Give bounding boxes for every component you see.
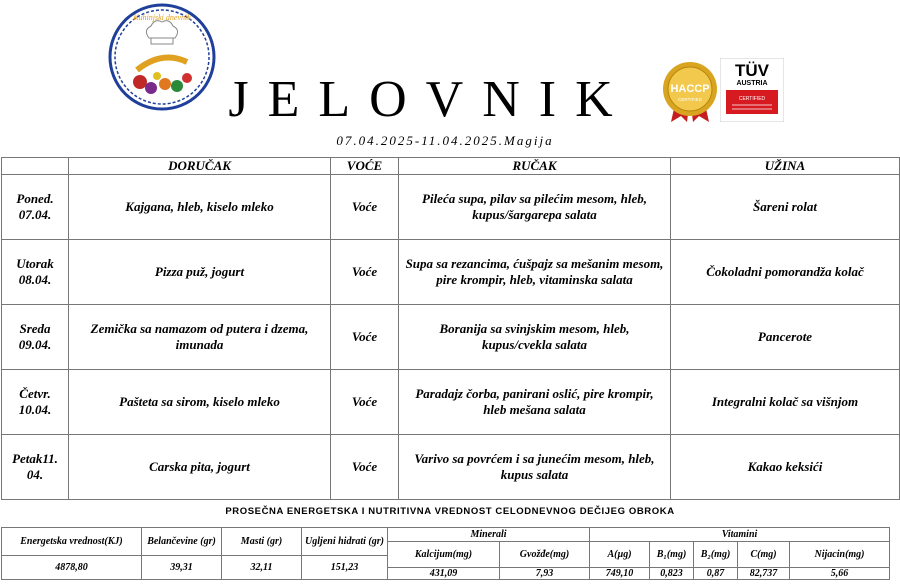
fruit-cell: Voće bbox=[331, 435, 399, 500]
breakfast-cell: Carska pita, jogurt bbox=[69, 435, 331, 500]
niacin-value: 5,66 bbox=[790, 568, 890, 580]
menu-header-row bbox=[2, 158, 900, 175]
haccp-badge-icon bbox=[661, 60, 719, 124]
niacin-label: Nijacin(mg) bbox=[790, 542, 890, 568]
tuv-cert: CERTIFIED bbox=[738, 96, 766, 102]
fruit-cell: Voće bbox=[331, 370, 399, 435]
header-snack: UŽINA bbox=[671, 158, 900, 175]
day-cell: Petak11. 04. bbox=[2, 435, 69, 500]
logo-text: Kuhinjski dnevnik bbox=[133, 13, 191, 22]
protein-value: 39,31 bbox=[142, 556, 222, 580]
minerals-label: Minerali bbox=[388, 528, 590, 542]
date-range: 07.04.2025-11.04.2025.Magija bbox=[336, 133, 554, 148]
snack-cell: Pancerote bbox=[671, 305, 900, 370]
header-day bbox=[2, 158, 69, 175]
breakfast-cell: Pašteta sa sirom, kiselo mleko bbox=[69, 370, 331, 435]
calcium-label: Kalcijum(mg) bbox=[388, 542, 500, 568]
breakfast-cell: Zemička sa namazom od putera i dzema, imunada bbox=[69, 305, 331, 370]
snack-cell: Kakao keksići bbox=[671, 435, 900, 500]
fruit-cell: Voće bbox=[331, 305, 399, 370]
breakfast-cell: Pizza puž, jogurt bbox=[69, 240, 331, 305]
vitamin-b1-value: 0,823 bbox=[650, 568, 694, 580]
table-row bbox=[2, 305, 900, 370]
tuv-austria-badge-icon bbox=[720, 58, 784, 122]
vitamin-a-value: 749,10 bbox=[590, 568, 650, 580]
carb-label: Ugljeni hidrati (gr) bbox=[302, 528, 388, 556]
tuv-label: TÜV bbox=[735, 61, 769, 80]
day-cell: Poned. 07.04. bbox=[2, 175, 69, 240]
lunch-cell: Supa sa rezancima, ćušpajz sa mešanim mesom, pire krompir, hleb, vitaminska salata bbox=[399, 240, 671, 305]
day-cell: Četvr. 10.04. bbox=[2, 370, 69, 435]
table-row bbox=[2, 175, 900, 240]
header-lunch: RUČAK bbox=[399, 158, 671, 175]
haccp-label: HACCP bbox=[670, 83, 710, 95]
fat-label: Masti (gr) bbox=[222, 528, 302, 556]
fruit-cell: Voće bbox=[331, 240, 399, 305]
header-breakfast: DORUČAK bbox=[69, 158, 331, 175]
iron-label: Gvožđe(mg) bbox=[500, 542, 590, 568]
haccp-sub: CERTIFIED bbox=[678, 97, 702, 102]
energy-label: Energetska vrednost(KJ) bbox=[2, 528, 142, 556]
table-row bbox=[2, 240, 900, 305]
vitamin-b1-label: B₁(mg) bbox=[650, 542, 694, 568]
table-row bbox=[2, 435, 900, 500]
lunch-cell: Boranija sa svinjskim mesom, hleb, kupus/cvekla salata bbox=[399, 305, 671, 370]
snack-cell: Šareni rolat bbox=[671, 175, 900, 240]
vitamins-label: Vitamini bbox=[590, 528, 890, 542]
carb-value: 151,23 bbox=[302, 556, 388, 580]
snack-cell: Integralni kolač sa višnjom bbox=[671, 370, 900, 435]
breakfast-cell: Kajgana, hleb, kiselo mleko bbox=[69, 175, 331, 240]
day-cell: Utorak 08.04. bbox=[2, 240, 69, 305]
vitamin-c-value: 82,737 bbox=[738, 568, 790, 580]
lunch-cell: Varivo sa povrćem i sa junećim mesom, hleb, kupus salata bbox=[399, 435, 671, 500]
snack-cell: Čokoladni pomorandža kolač bbox=[671, 240, 900, 305]
vitamin-c-label: C(mg) bbox=[738, 542, 790, 568]
fruit-cell: Voće bbox=[331, 175, 399, 240]
vitamin-b2-label: B₂(mg) bbox=[694, 542, 738, 568]
header-fruit: VOĆE bbox=[331, 158, 399, 175]
calcium-value: 431,09 bbox=[388, 568, 500, 580]
tuv-sub: AUSTRIA bbox=[736, 80, 768, 87]
day-cell: Sreda 09.04. bbox=[2, 305, 69, 370]
vitamin-a-label: A(µg) bbox=[590, 542, 650, 568]
vitamin-b2-value: 0,87 bbox=[694, 568, 738, 580]
kindergarten-logo bbox=[107, 0, 217, 118]
lunch-cell: Paradajz čorba, panirani oslić, pire krompir, hleb mešana salata bbox=[399, 370, 671, 435]
nutrition-table bbox=[1, 527, 890, 580]
fat-value: 32,11 bbox=[222, 556, 302, 580]
lunch-cell: Pileća supa, pilav sa pilećim mesom, hleb, kupus/šargarepa salata bbox=[399, 175, 671, 240]
nutrition-title: PROSEČNA ENERGETSKA I NUTRITIVNA VREDNOST CELODNEVNOG DEČIJEG OBROKA bbox=[225, 506, 675, 517]
weekly-menu-table bbox=[1, 157, 900, 500]
page-title: JELOVNIK bbox=[228, 71, 632, 128]
iron-value: 7,93 bbox=[500, 568, 590, 580]
table-row bbox=[2, 370, 900, 435]
energy-value: 4878,80 bbox=[2, 556, 142, 580]
protein-label: Belančevine (gr) bbox=[142, 528, 222, 556]
nutrition-header-row bbox=[2, 528, 890, 542]
